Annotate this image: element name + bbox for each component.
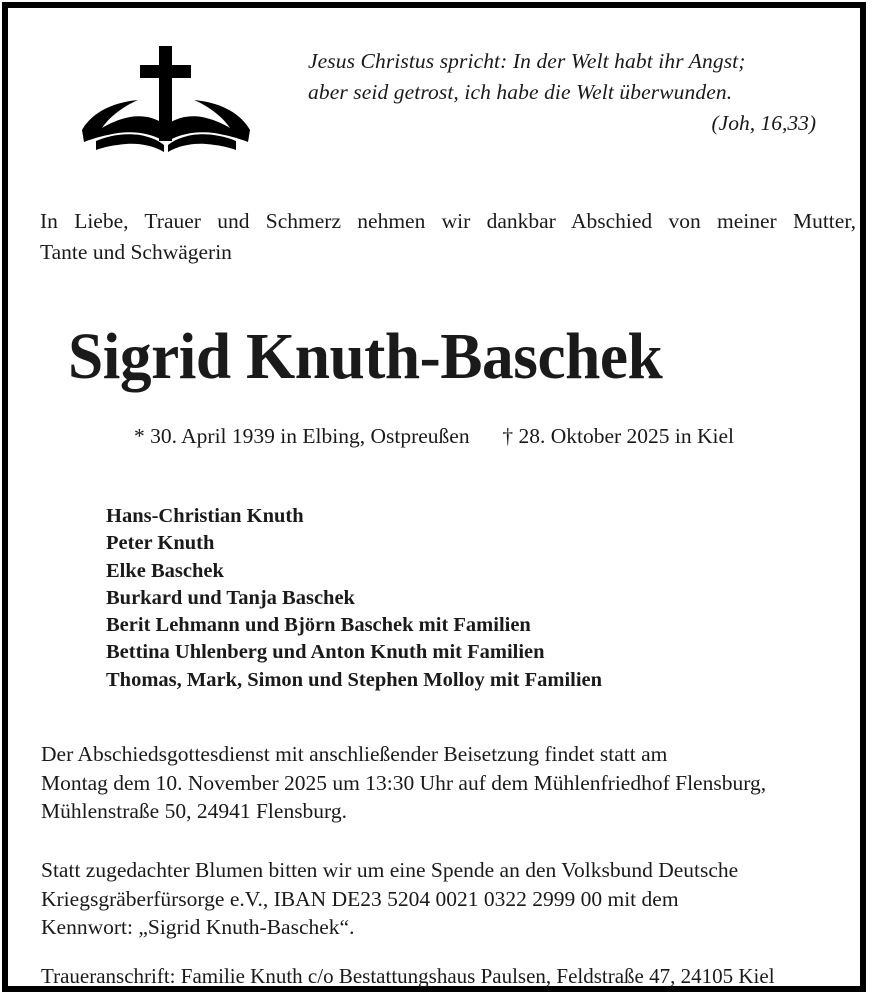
mourning-address: Traueranschrift: Familie Knuth c/o Bestattungshaus Paulsen, Feldstraße 47, 24105 Kiel (41, 964, 775, 988)
life-dates (8, 422, 860, 451)
survivor-item: Thomas, Mark, Simon und Stephen Molloy mit Familien (106, 668, 603, 691)
intro-line-2: Tante und Schwägerin (40, 240, 232, 264)
service-line-3: Mühlenstraße 50, 24941 Flensburg. (41, 799, 347, 823)
survivor-item: Peter Knuth (106, 532, 215, 555)
intro-line-1: In Liebe, Trauer und Schmerz nehmen wir dankbar Abschied von meiner Mutter, (40, 209, 856, 233)
service-line-1: Der Abschiedsgottesdienst mit anschließender Beisetzung findet statt am (41, 742, 668, 766)
donation-request (41, 856, 851, 942)
verse-reference: (Joh, 16,33) (711, 111, 816, 135)
service-line-2: Montag dem 10. November 2025 um 13:30 Uhr auf dem Mühlenfriedhof Flensburg, (41, 770, 767, 795)
deceased-name: Sigrid Knuth-Baschek (68, 320, 663, 393)
donation-line-1: Statt zugedachter Blumen bitten wir um eine Spende an den Volksbund Deutsche (41, 858, 739, 882)
donation-line-2: Kriegsgräberfürsorge e.V., IBAN DE23 5204 0021 0322 2999 00 mit dem (41, 886, 679, 911)
cross-on-open-book-icon (76, 38, 256, 168)
survivor-item: Hans-Christian Knuth (106, 505, 304, 527)
birth-date: * 30. April 1939 in Elbing, Ostpreußen (133, 424, 470, 448)
funeral-service-details (41, 740, 851, 826)
intro-paragraph (40, 206, 856, 268)
survivors-list (106, 503, 806, 694)
obituary-notice-body (8, 8, 860, 986)
obituary-notice-frame (2, 2, 866, 992)
survivor-item: Berit Lehmann und Björn Baschek mit Familien (106, 614, 531, 637)
survivor-item: Burkard und Tanja Baschek (106, 586, 355, 609)
survivor-item: Elke Baschek (106, 559, 224, 582)
death-date: † 28. Oktober 2025 in Kiel (502, 424, 735, 448)
donation-line-3: Kennwort: „Sigrid Knuth-Baschek“. (41, 915, 355, 939)
survivor-item: Bettina Uhlenberg und Anton Knuth mit Familien (106, 641, 545, 664)
notice-header (8, 28, 860, 173)
bible-verse (308, 46, 828, 139)
verse-line-2: aber seid getrost, ich habe die Welt überwunden. (308, 80, 733, 104)
verse-line-1: Jesus Christus spricht: In der Welt habt ihr Angst; (308, 49, 746, 73)
deceased-name-block (68, 320, 858, 394)
